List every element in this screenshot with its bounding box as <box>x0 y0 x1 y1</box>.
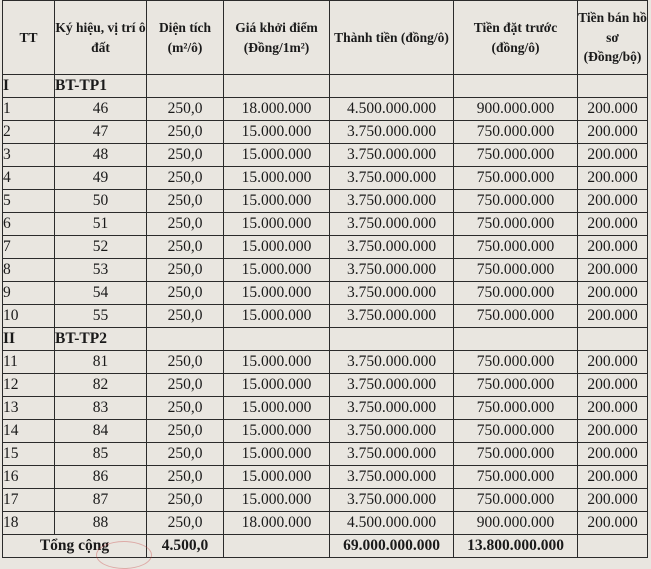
empty-cell <box>330 75 454 98</box>
cell-tien-dat-truoc: 750.000.000 <box>454 259 578 282</box>
cell-tt: 11 <box>3 351 55 374</box>
cell-tien-ban-ho-so: 200.000 <box>578 282 648 305</box>
cell-gia-khoi-diem: 18.000.000 <box>224 512 330 535</box>
table-row <box>3 512 648 535</box>
cell-ky-hieu: 48 <box>55 144 147 167</box>
empty-cell <box>147 328 224 351</box>
cell-gia-khoi-diem: 15.000.000 <box>224 190 330 213</box>
cell-ky-hieu: 86 <box>55 466 147 489</box>
cell-gia-khoi-diem: 15.000.000 <box>224 305 330 328</box>
cell-thanh-tien: 4.500.000.000 <box>330 98 454 121</box>
cell-ky-hieu: 85 <box>55 443 147 466</box>
section-row <box>3 328 648 351</box>
cell-thanh-tien: 3.750.000.000 <box>330 121 454 144</box>
cell-tt: 8 <box>3 259 55 282</box>
cell-thanh-tien: 3.750.000.000 <box>330 213 454 236</box>
cell-gia-khoi-diem: 15.000.000 <box>224 167 330 190</box>
cell-dien-tich: 250,0 <box>147 443 224 466</box>
cell-tt: 3 <box>3 144 55 167</box>
cell-ky-hieu: 52 <box>55 236 147 259</box>
table-row <box>3 236 648 259</box>
cell-tt: 1 <box>3 98 55 121</box>
table-row <box>3 466 648 489</box>
cell-ky-hieu: 54 <box>55 282 147 305</box>
cell-gia-khoi-diem: 15.000.000 <box>224 144 330 167</box>
cell-tt: 9 <box>3 282 55 305</box>
cell-thanh-tien: 4.500.000.000 <box>330 512 454 535</box>
cell-gia-khoi-diem: 15.000.000 <box>224 374 330 397</box>
empty-cell <box>454 75 578 98</box>
empty-cell <box>147 75 224 98</box>
cell-dien-tich: 250,0 <box>147 167 224 190</box>
cell-tt: 2 <box>3 121 55 144</box>
section-name: BT-TP1 <box>55 75 147 98</box>
table-row <box>3 374 648 397</box>
cell-ky-hieu: 81 <box>55 351 147 374</box>
cell-tt: 16 <box>3 466 55 489</box>
table-row <box>3 351 648 374</box>
cell-thanh-tien: 3.750.000.000 <box>330 351 454 374</box>
cell-tt: 4 <box>3 167 55 190</box>
cell-tien-dat-truoc: 750.000.000 <box>454 351 578 374</box>
cell-dien-tich: 250,0 <box>147 213 224 236</box>
table-row <box>3 305 648 328</box>
cell-tien-dat-truoc: 750.000.000 <box>454 167 578 190</box>
cell-tien-dat-truoc: 750.000.000 <box>454 305 578 328</box>
cell-tien-ban-ho-so: 200.000 <box>578 374 648 397</box>
cell-tien-dat-truoc: 750.000.000 <box>454 144 578 167</box>
cell-ky-hieu: 55 <box>55 305 147 328</box>
cell-tt: 5 <box>3 190 55 213</box>
cell-thanh-tien: 3.750.000.000 <box>330 167 454 190</box>
header-ky-hieu: Ký hiệu, vị trí ô đất <box>55 1 147 75</box>
cell-tt: 6 <box>3 213 55 236</box>
cell-ky-hieu: 49 <box>55 167 147 190</box>
empty-cell <box>578 75 648 98</box>
cell-dien-tich: 250,0 <box>147 144 224 167</box>
table-row <box>3 167 648 190</box>
table-row <box>3 213 648 236</box>
cell-tien-dat-truoc: 750.000.000 <box>454 466 578 489</box>
empty-cell <box>224 75 330 98</box>
table-row <box>3 144 648 167</box>
header-row <box>3 1 648 75</box>
section-row <box>3 75 648 98</box>
total-label: Tổng cộng <box>3 535 147 558</box>
cell-thanh-tien: 3.750.000.000 <box>330 397 454 420</box>
cell-tien-ban-ho-so: 200.000 <box>578 121 648 144</box>
cell-tt: 10 <box>3 305 55 328</box>
header-tt: TT <box>3 1 55 75</box>
cell-tien-ban-ho-so: 200.000 <box>578 489 648 512</box>
cell-tien-dat-truoc: 750.000.000 <box>454 213 578 236</box>
cell-thanh-tien: 3.750.000.000 <box>330 305 454 328</box>
section-roman: II <box>3 328 55 351</box>
total-tien-dat-truoc: 13.800.000.000 <box>454 535 578 558</box>
header-gia-khoi-diem: Giá khởi điểm (Đồng/1m²) <box>224 1 330 75</box>
cell-ky-hieu: 83 <box>55 397 147 420</box>
cell-gia-khoi-diem: 15.000.000 <box>224 397 330 420</box>
table-row <box>3 420 648 443</box>
cell-tien-ban-ho-so: 200.000 <box>578 512 648 535</box>
empty-cell <box>330 328 454 351</box>
cell-tt: 15 <box>3 443 55 466</box>
header-tien-ban-ho-so: Tiền bán hồ sơ (Đồng/bộ) <box>578 1 648 75</box>
cell-gia-khoi-diem: 15.000.000 <box>224 489 330 512</box>
cell-dien-tich: 250,0 <box>147 374 224 397</box>
header-thanh-tien: Thành tiền (đồng/ô) <box>330 1 454 75</box>
cell-tien-dat-truoc: 750.000.000 <box>454 282 578 305</box>
empty-cell <box>224 328 330 351</box>
cell-dien-tich: 250,0 <box>147 397 224 420</box>
cell-tien-dat-truoc: 900.000.000 <box>454 512 578 535</box>
cell-ky-hieu: 84 <box>55 420 147 443</box>
total-thanh-tien: 69.000.000.000 <box>330 535 454 558</box>
cell-dien-tich: 250,0 <box>147 351 224 374</box>
empty-cell <box>454 328 578 351</box>
cell-thanh-tien: 3.750.000.000 <box>330 443 454 466</box>
cell-thanh-tien: 3.750.000.000 <box>330 466 454 489</box>
section-name: BT-TP2 <box>55 328 147 351</box>
cell-tien-dat-truoc: 750.000.000 <box>454 374 578 397</box>
empty-cell <box>578 328 648 351</box>
cell-gia-khoi-diem: 15.000.000 <box>224 443 330 466</box>
cell-gia-khoi-diem: 15.000.000 <box>224 259 330 282</box>
cell-ky-hieu: 82 <box>55 374 147 397</box>
cell-ky-hieu: 47 <box>55 121 147 144</box>
section-roman: I <box>3 75 55 98</box>
cell-thanh-tien: 3.750.000.000 <box>330 374 454 397</box>
table-row <box>3 397 648 420</box>
cell-ky-hieu: 88 <box>55 512 147 535</box>
cell-tien-dat-truoc: 750.000.000 <box>454 489 578 512</box>
cell-tt: 14 <box>3 420 55 443</box>
cell-dien-tich: 250,0 <box>147 121 224 144</box>
cell-dien-tich: 250,0 <box>147 489 224 512</box>
cell-dien-tich: 250,0 <box>147 305 224 328</box>
cell-thanh-tien: 3.750.000.000 <box>330 236 454 259</box>
cell-dien-tich: 250,0 <box>147 420 224 443</box>
cell-gia-khoi-diem: 15.000.000 <box>224 236 330 259</box>
cell-thanh-tien: 3.750.000.000 <box>330 489 454 512</box>
empty-cell <box>224 535 330 558</box>
cell-gia-khoi-diem: 18.000.000 <box>224 98 330 121</box>
cell-tien-dat-truoc: 750.000.000 <box>454 190 578 213</box>
table-row <box>3 443 648 466</box>
table-row <box>3 259 648 282</box>
cell-thanh-tien: 3.750.000.000 <box>330 420 454 443</box>
cell-tien-ban-ho-so: 200.000 <box>578 144 648 167</box>
cell-tien-dat-truoc: 750.000.000 <box>454 236 578 259</box>
land-auction-table <box>2 0 648 558</box>
table-row <box>3 121 648 144</box>
cell-thanh-tien: 3.750.000.000 <box>330 282 454 305</box>
cell-thanh-tien: 3.750.000.000 <box>330 190 454 213</box>
cell-tien-ban-ho-so: 200.000 <box>578 420 648 443</box>
total-dien-tich: 4.500,0 <box>147 535 224 558</box>
cell-tt: 18 <box>3 512 55 535</box>
table-row <box>3 98 648 121</box>
cell-tt: 12 <box>3 374 55 397</box>
cell-tt: 13 <box>3 397 55 420</box>
cell-tien-dat-truoc: 750.000.000 <box>454 397 578 420</box>
cell-gia-khoi-diem: 15.000.000 <box>224 213 330 236</box>
table-row <box>3 282 648 305</box>
cell-gia-khoi-diem: 15.000.000 <box>224 121 330 144</box>
cell-tien-ban-ho-so: 200.000 <box>578 236 648 259</box>
cell-tien-dat-truoc: 750.000.000 <box>454 121 578 144</box>
cell-tien-ban-ho-so: 200.000 <box>578 213 648 236</box>
cell-tien-ban-ho-so: 200.000 <box>578 167 648 190</box>
cell-tien-ban-ho-so: 200.000 <box>578 98 648 121</box>
cell-tien-ban-ho-so: 200.000 <box>578 466 648 489</box>
cell-thanh-tien: 3.750.000.000 <box>330 259 454 282</box>
cell-tien-dat-truoc: 900.000.000 <box>454 98 578 121</box>
cell-tien-dat-truoc: 750.000.000 <box>454 443 578 466</box>
header-tien-dat-truoc: Tiền đặt trước (đồng/ô) <box>454 1 578 75</box>
cell-tien-dat-truoc: 750.000.000 <box>454 420 578 443</box>
cell-dien-tich: 250,0 <box>147 190 224 213</box>
empty-cell <box>578 535 648 558</box>
cell-dien-tich: 250,0 <box>147 282 224 305</box>
header-dien-tich: Diện tích (m²/ô) <box>147 1 224 75</box>
cell-thanh-tien: 3.750.000.000 <box>330 144 454 167</box>
cell-ky-hieu: 53 <box>55 259 147 282</box>
table-body <box>3 75 648 558</box>
cell-dien-tich: 250,0 <box>147 259 224 282</box>
cell-dien-tich: 250,0 <box>147 98 224 121</box>
total-row <box>3 535 648 558</box>
cell-tt: 17 <box>3 489 55 512</box>
cell-dien-tich: 250,0 <box>147 466 224 489</box>
table-row <box>3 190 648 213</box>
cell-ky-hieu: 51 <box>55 213 147 236</box>
cell-tien-ban-ho-so: 200.000 <box>578 351 648 374</box>
cell-tt: 7 <box>3 236 55 259</box>
cell-tien-ban-ho-so: 200.000 <box>578 443 648 466</box>
cell-gia-khoi-diem: 15.000.000 <box>224 282 330 305</box>
cell-tien-ban-ho-so: 200.000 <box>578 190 648 213</box>
cell-tien-ban-ho-so: 200.000 <box>578 259 648 282</box>
cell-gia-khoi-diem: 15.000.000 <box>224 466 330 489</box>
cell-gia-khoi-diem: 15.000.000 <box>224 351 330 374</box>
cell-ky-hieu: 46 <box>55 98 147 121</box>
table-row <box>3 489 648 512</box>
cell-dien-tich: 250,0 <box>147 236 224 259</box>
cell-ky-hieu: 50 <box>55 190 147 213</box>
cell-ky-hieu: 87 <box>55 489 147 512</box>
cell-tien-ban-ho-so: 200.000 <box>578 305 648 328</box>
cell-dien-tich: 250,0 <box>147 512 224 535</box>
cell-gia-khoi-diem: 15.000.000 <box>224 420 330 443</box>
cell-tien-ban-ho-so: 200.000 <box>578 397 648 420</box>
